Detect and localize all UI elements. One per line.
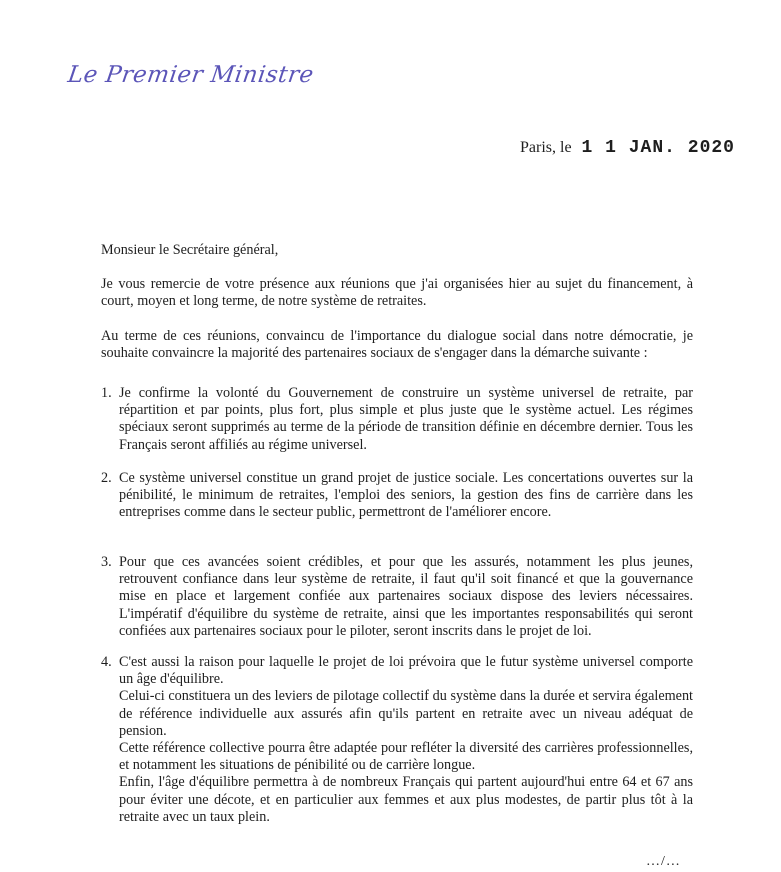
list-item-text: [119, 654, 693, 826]
list-item-text: Ce système universel constitue un grand projet de justice sociale. Les concertations ouvertes sur la pénibilité, le minimum de retraites, l'emploi des seniors, la gestion des fins de carrière dans les entreprises comme dans le secteur public, permettront de l'améliorer encore.: [119, 470, 693, 521]
date-stamp: 1 1 JAN. 2020: [581, 138, 735, 158]
list-number: 4.: [101, 654, 112, 670]
continuation-mark: …/…: [646, 854, 681, 869]
letterhead-title: Le Premier Ministre: [66, 62, 316, 88]
list-number: 2.: [101, 470, 112, 486]
salutation: Monsieur le Secrétaire général,: [101, 242, 279, 258]
list-item-line: Celui-ci constituera un des leviers de pilotage collectif du système dans la durée et servira également de référence individuelle aux assurés afin qu'ils partent en retraite avec un niveau adéquat de pension.: [119, 688, 693, 739]
list-item-text: Pour que ces avancées soient crédibles, et pour que les assurés, notamment les plus jeunes, retrouvent confiance dans leur système de retraite, il faut qu'il soit financé et que la gouvernance mise en place et largement confiée aux partenaires sociaux dispose des leviers nécessaires. L'impératif d'équilibre du système de retraite, ainsi que les importantes responsabilités qui seront confiées aux partenaires sociaux pour le piloter, seront inscrits dans le projet de loi.: [119, 554, 693, 639]
list-item-line: Cette référence collective pourra être adaptée pour refléter la diversité des carrières professionnelles, et notamment les situations de pénibilité ou de carrière longue.: [119, 740, 693, 774]
date-line: [520, 138, 735, 158]
list-item-4: [101, 654, 693, 826]
list-item-text: Je confirme la volonté du Gouvernement de construire un système universel de retraite, par répartition et par points, plus fort, plus simple et plus juste que le système actuel. Les régimes spéciaux seront supprimés au terme de la période de transition définie en décembre dernier. Tous les Français seront affiliés au régime universel.: [119, 385, 693, 453]
list-item-line: C'est aussi la raison pour laquelle le projet de loi prévoira que le futur système universel comporte un âge d'équilibre.: [119, 654, 693, 688]
date-prefix: Paris, le: [520, 139, 572, 156]
list-item-3: [101, 554, 693, 640]
list-item-1: [101, 385, 693, 454]
context-paragraph: Au terme de ces réunions, convaincu de l'importance du dialogue social dans notre démocratie, je souhaite convaincre la majorité des partenaires sociaux de s'engager dans la démarche suivante :: [101, 328, 693, 362]
list-number: 3.: [101, 554, 112, 570]
list-item-2: [101, 470, 693, 522]
list-number: 1.: [101, 385, 112, 401]
intro-paragraph: Je vous remercie de votre présence aux réunions que j'ai organisées hier au sujet du financement, à court, moyen et long terme, de notre système de retraites.: [101, 276, 693, 310]
list-item-line: Enfin, l'âge d'équilibre permettra à de nombreux Français qui partent aujourd'hui entre 64 et 67 ans pour éviter une décote, et en particulier aux femmes et aux plus modestes, de partir plus tôt à la retraite avec un taux plein.: [119, 774, 693, 825]
